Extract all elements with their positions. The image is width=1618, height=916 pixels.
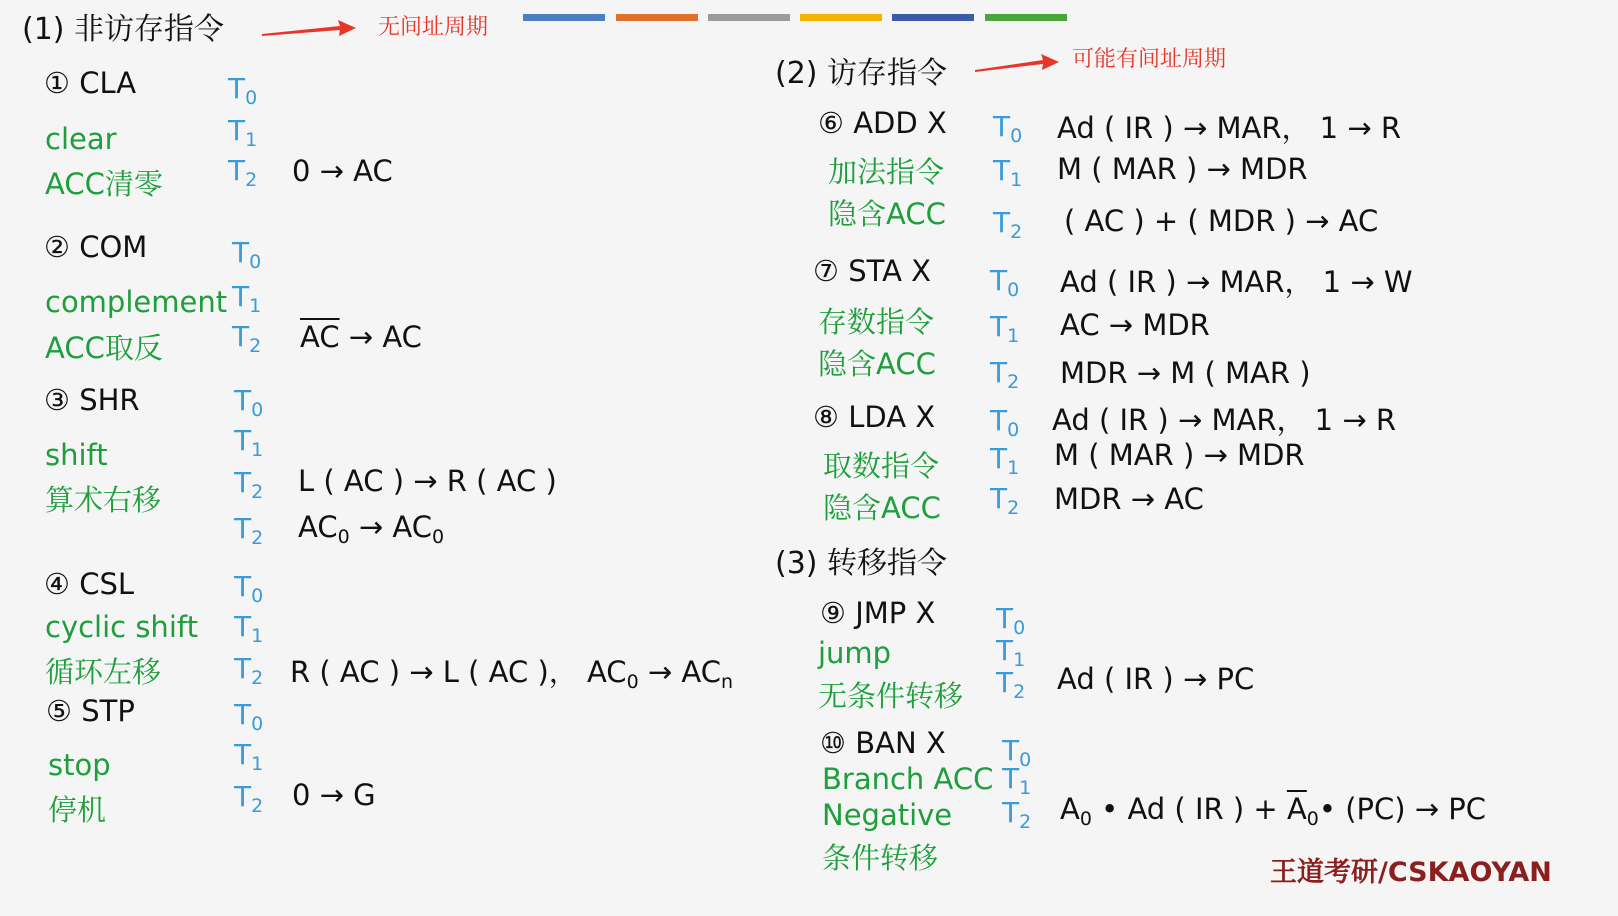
shr-op1: L ( AC ) → R ( AC ) xyxy=(298,464,557,498)
ban-en2: Negative xyxy=(822,798,953,832)
add-t0: $T_0$ xyxy=(993,110,1023,147)
jmp-t2: $T_2$ xyxy=(996,666,1026,703)
ban-name: ⑩ BAN X xyxy=(820,726,946,760)
cla-t0: $T_0$ xyxy=(228,72,258,109)
add-op1: M ( MAR ) → MDR xyxy=(1057,152,1308,186)
sta-name: ⑦ STA X xyxy=(813,254,932,288)
jmp-t0: $T_0$ xyxy=(996,602,1026,639)
csl-t2: $T_2$ xyxy=(234,652,264,689)
com-t0: $T_0$ xyxy=(232,236,262,273)
red-arrow-1-icon xyxy=(262,18,357,40)
cla-t2: $T_2$ xyxy=(228,154,258,191)
jmp-t1: $T_1$ xyxy=(996,634,1026,671)
sta-op1: AC → MDR xyxy=(1060,308,1210,342)
cla-op: 0 → AC xyxy=(292,154,393,188)
note-may-indirect: 可能有间址周期 xyxy=(1072,47,1227,72)
lda-cn2: 隐含ACC xyxy=(823,491,941,525)
section-1-title: (1) 非访存指令 xyxy=(22,12,225,47)
csl-cn: 循环左移 xyxy=(45,655,162,689)
csl-op: R ( AC ) → L ( AC )， $AC_0 \to AC_n$ xyxy=(290,655,734,693)
color-bar-1 xyxy=(523,14,605,21)
watermark: 王道考研/CSKAOYAN xyxy=(1270,857,1552,888)
red-arrow-2-icon xyxy=(975,52,1060,74)
shr-t1: $T_1$ xyxy=(234,424,264,461)
add-op2: ( AC ) + ( MDR ) → AC xyxy=(1064,204,1379,238)
section-3-title: (3) 转移指令 xyxy=(775,546,948,581)
ban-cn: 条件转移 xyxy=(822,841,939,875)
color-bar-3 xyxy=(708,14,790,21)
ban-t2: $T_2$ xyxy=(1002,796,1032,833)
ban-op: $A_0$ • Ad ( IR ) + $\overline{A}_0•$ (PC) → PC xyxy=(1060,792,1487,830)
note-no-indirect: 无间址周期 xyxy=(378,15,489,40)
add-t1: $T_1$ xyxy=(993,154,1023,191)
com-t2: $T_2$ xyxy=(232,320,262,357)
sta-op0: Ad ( IR ) → MAR， 1 → W xyxy=(1060,265,1413,299)
color-bar-2 xyxy=(616,14,698,21)
cla-cn: ACC清零 xyxy=(45,167,163,201)
add-t2: $T_2$ xyxy=(993,206,1023,243)
sta-t0: $T_0$ xyxy=(990,264,1020,301)
color-bar-6 xyxy=(985,14,1067,21)
add-op0: Ad ( IR ) → MAR， 1 → R xyxy=(1057,111,1402,145)
com-t1: $T_1$ xyxy=(232,280,262,317)
cla-t1: $T_1$ xyxy=(228,114,258,151)
lda-op1: M ( MAR ) → MDR xyxy=(1054,438,1305,472)
ban-t1: $T_1$ xyxy=(1002,762,1032,799)
lda-t1: $T_1$ xyxy=(990,442,1020,479)
shr-t0: $T_0$ xyxy=(234,384,264,421)
com-cn: ACC取反 xyxy=(45,331,163,365)
lda-op2: MDR → AC xyxy=(1054,482,1204,516)
com-name: ② COM xyxy=(44,230,148,264)
add-cn1: 加法指令 xyxy=(828,155,945,189)
shr-t2a: $T_2$ xyxy=(234,466,264,503)
shr-name: ③ SHR xyxy=(44,383,140,417)
csl-t0: $T_0$ xyxy=(234,570,264,607)
stp-cn: 停机 xyxy=(48,793,107,827)
lda-name: ⑧ LDA X xyxy=(813,400,936,434)
shr-t2b: $T_2$ xyxy=(234,512,264,549)
add-cn2: 隐含ACC xyxy=(828,197,946,231)
ban-t0: $T_0$ xyxy=(1002,734,1032,771)
csl-name: ④ CSL xyxy=(44,567,135,601)
stp-en: stop xyxy=(48,748,111,782)
shr-op2: $AC_0 \to AC_0$ xyxy=(298,510,445,548)
stp-op: 0 → G xyxy=(292,778,376,812)
lda-t0: $T_0$ xyxy=(990,404,1020,441)
lda-cn1: 取数指令 xyxy=(823,449,940,483)
jmp-op: Ad ( IR ) → PC xyxy=(1057,662,1255,696)
color-bar-5 xyxy=(892,14,974,21)
com-op: $\overline{AC}$ → AC xyxy=(300,320,422,354)
sta-cn1: 存数指令 xyxy=(818,305,935,339)
csl-t1: $T_1$ xyxy=(234,610,264,647)
com-en: complement xyxy=(45,285,228,319)
section-2-title: (2) 访存指令 xyxy=(775,56,948,91)
ban-en1: Branch ACC xyxy=(822,762,994,796)
add-name: ⑥ ADD X xyxy=(818,106,947,140)
stp-name: ⑤ STP xyxy=(46,694,135,728)
cla-name: ① CLA xyxy=(44,66,137,100)
sta-t2: $T_2$ xyxy=(990,356,1020,393)
lda-op0: Ad ( IR ) → MAR， 1 → R xyxy=(1052,403,1397,437)
stp-t1: $T_1$ xyxy=(234,738,264,775)
jmp-cn: 无条件转移 xyxy=(818,679,964,713)
sta-op2: MDR → M ( MAR ) xyxy=(1060,356,1311,390)
stp-t0: $T_0$ xyxy=(234,698,264,735)
sta-cn2: 隐含ACC xyxy=(818,347,936,381)
cla-en: clear xyxy=(45,122,117,156)
shr-cn: 算术右移 xyxy=(45,483,162,517)
sta-t1: $T_1$ xyxy=(990,310,1020,347)
jmp-en: jump xyxy=(818,636,892,670)
color-bar-4 xyxy=(800,14,882,21)
csl-en: cyclic shift xyxy=(45,610,198,644)
jmp-name: ⑨ JMP X xyxy=(820,596,936,630)
lda-t2: $T_2$ xyxy=(990,482,1020,519)
shr-en: shift xyxy=(45,438,108,472)
stp-t2: $T_2$ xyxy=(234,780,264,817)
